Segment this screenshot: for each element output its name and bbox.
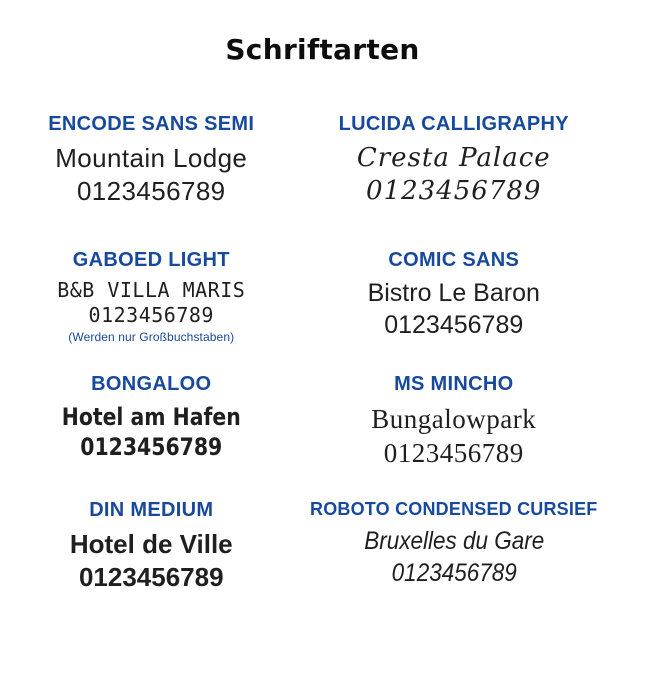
- font-card-ms-mincho: [303, 373, 606, 499]
- font-name-label: MS MINCHO: [394, 373, 514, 395]
- font-sample-digits: 0123456789: [88, 303, 214, 328]
- font-name-label: BONGALOO: [91, 373, 212, 395]
- font-sample-text: B&B VILLA MARIS: [57, 278, 246, 302]
- font-name-label: LUCIDA CALLIGRAPHY: [338, 113, 569, 135]
- font-card-lucida-calligraphy: [303, 113, 606, 249]
- font-sample-text: Hotel am Hafen: [61, 403, 241, 431]
- font-name-label: DIN MEDIUM: [89, 499, 214, 521]
- font-name-label: ENCODE SANS SEMI: [48, 113, 255, 135]
- font-sample-text: Bruxelles du Gare: [363, 527, 544, 555]
- font-card-comic-sans: [303, 249, 606, 373]
- uppercase-only-note: (Werden nur Großbuchstaben): [68, 330, 235, 345]
- font-name-label: GABOED LIGHT: [72, 249, 230, 271]
- font-card-encode-sans-semi: [0, 113, 303, 249]
- font-sample-digits: 0123456789: [366, 175, 542, 206]
- font-sample-text: Cresta Palace: [356, 143, 551, 173]
- font-sample-text: Bistro Le Baron: [367, 279, 540, 307]
- font-sample-text: Mountain Lodge: [55, 143, 248, 173]
- font-sample-digits: 0123456789: [384, 310, 524, 339]
- font-sample-digits: 0123456789: [78, 561, 224, 592]
- font-sample-digits: 0123456789: [80, 433, 223, 462]
- font-name-label: ROBOTO CONDENSED CURSIEF: [310, 499, 598, 519]
- font-sample-digits: 0123456789: [391, 558, 517, 587]
- font-sample-digits: 0123456789: [383, 438, 524, 469]
- font-name-label: COMIC SANS: [388, 249, 520, 271]
- page-title: Schriftarten: [225, 33, 420, 66]
- font-sample-text: Bungalowpark: [371, 404, 537, 434]
- font-sample-digits: 0123456789: [76, 175, 226, 206]
- font-card-din-medium: [0, 499, 303, 594]
- font-card-gaboed-light: [0, 249, 303, 373]
- font-grid: [0, 113, 645, 594]
- font-card-bongaloo: [0, 373, 303, 499]
- font-sample-text: Hotel de Ville: [69, 529, 233, 559]
- font-card-roboto-condensed-cursief: [303, 499, 606, 594]
